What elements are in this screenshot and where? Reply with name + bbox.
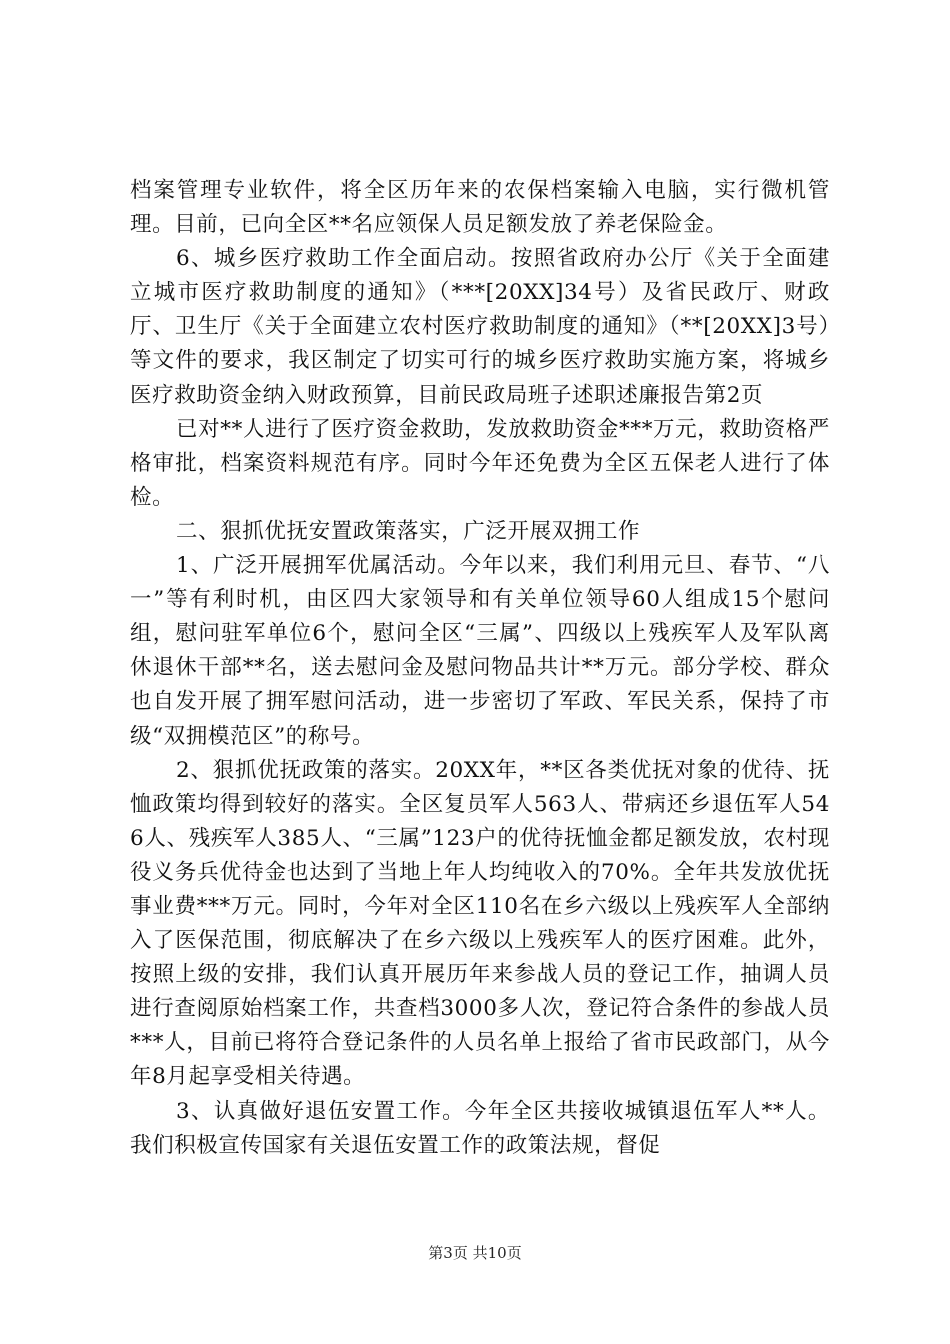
paragraph-medical-aid: 6、城乡医疗救助工作全面启动。按照省政府办公厅《关于全面建立城市医疗救助制度的通知》（***[20XX]34号）及省民政厅、财政厅、卫生厅《关于全面建立农村医疗救助制度的通知》（**[20XX]3号）等文件的要求，我区制定了切实可行的城乡医疗救助实施方案，将城乡医疗救助资金纳入财政预算，目前民政局班子述职述廉报告第2页 [130, 246, 830, 408]
paragraph-continuation: 档案管理专业软件，将全区历年来的农保档案输入电脑，实行微机管理。目前，已向全区**名应领保人员足额发放了养老保险金。 [130, 178, 830, 238]
section-heading: 二、狠抓优抚安置政策落实，广泛开展双拥工作 [176, 518, 641, 544]
paragraph-veteran-placement: 3、认真做好退伍安置工作。今年全区共接收城镇退伍军人**人。我们积极宣传国家有关退伍安置工作的政策法规，督促 [130, 1098, 830, 1158]
paragraph-military-support: 1、广泛开展拥军优属活动。今年以来，我们利用元旦、春节、“八一”等有利时机，由区四大家领导和有关单位领导60人组成15个慰问组，慰问驻军单位6个，慰问全区“三属”、四级以上残疾军人及军队离休退休干部**名，送去慰问金及慰问物品共计**万元。部分学校、群众也自发开展了拥军慰问活动，进一步密切了军政、军民关系，保持了市级“双拥模范区”的称号。 [130, 553, 830, 749]
paragraph-medical-aid-cont: 已对**人进行了医疗资金救助，发放救助资金***万元，救助资格严格审批，档案资料规范有序。同时今年还免费为全区五保老人进行了体检。 [130, 416, 830, 510]
page-footer: 第3页 共10页 [428, 1244, 522, 1262]
document-body [130, 174, 830, 1163]
paragraph-preferential-policy: 2、狠抓优抚政策的落实。20XX年，**区各类优抚对象的优待、抚恤政策均得到较好的落实。全区复员军人563人、带病还乡退伍军人546人、残疾军人385人、“三属”123户的优待抚恤金都足额发放，农村现役义务兵优待金也达到了当地上年人均纯收入的70%。全年共发放优抚事业费***万元。同时，今年对全区110名在乡六级以上残疾军人全部纳入了医保范围，彻底解决了在乡六级以上残疾军人的医疗困难。此外，按照上级的安排，我们认真开展历年来参战人员的登记工作，抽调人员进行查阅原始档案工作，共查档3000多人次，登记符合条件的参战人员***人，目前已将符合登记条件的人员名单上报给了省市民政部门，从今年8月起享受相关待遇。 [130, 757, 830, 1090]
